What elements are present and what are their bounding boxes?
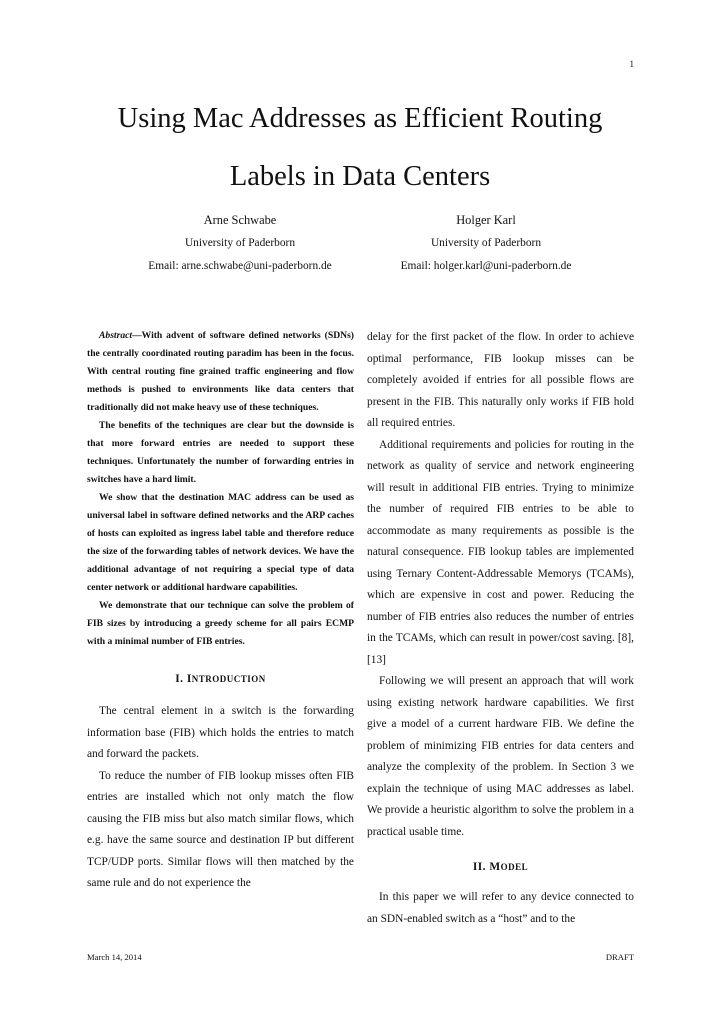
title-line-1: Using Mac Addresses as Efficient Routing (117, 103, 603, 134)
author-email: Email: holger.karl@uni-paderborn.de (400, 260, 572, 272)
author-name: Arne Schwabe (203, 213, 277, 227)
page-number: 1 (629, 59, 634, 69)
body-paragraph-continued: delay for the first packet of the flow. In order to achieve optimal performance, FIB lookup misses can be completely avoided if entries for all possible flows are present in the FIB. This naturally only works if FIB hold all required entries. (367, 331, 634, 429)
abstract (87, 327, 354, 651)
author-name: Holger Karl (456, 213, 516, 227)
right-column-body (367, 327, 634, 843)
author-email: Email: arne.schwabe@uni-paderborn.de (148, 260, 332, 272)
introduction-body (87, 701, 354, 895)
model-body (367, 887, 634, 930)
abstract-paragraph: Abstract—With advent of software defined networks (SDNs) the centrally coordinated routing paradim has been in the focus. With central routing fine grained traffic engineering and flow methods is pushed to environments like data centers that traditionally did not make heavy use of these techniques. (87, 330, 354, 413)
body-paragraph: Additional requirements and policies for routing in the network as quality of service and network engineering will result in additional FIB entries. Trying to minimize the number of required FIB entries to be able to accommodate as many requirements as possible is the natural consequence. FIB lookup tables are implemented using Ternary Content-Addressable Memorys (TCAMs), which are expensive in cost and power. Reducing the number of FIB entries also reduces the number of entries in the TCAMs, which can result in power/cost saving. [8], [13] (367, 438, 634, 666)
body-paragraph: In this paper we will refer to any device connected to an SDN-enabled switch as a “host” and to the (367, 891, 634, 925)
footer-date: March 14, 2014 (87, 952, 142, 962)
body-paragraph: To reduce the number of FIB lookup misses often FIB entries are installed which not only match the flow causing the FIB miss but also match similar flows, which e.g. have the same source and destination IP but different TCP/UDP ports. Similar flows will then matched by the same rule and do not experience the (87, 769, 354, 889)
abstract-paragraph: We demonstrate that our technique can solve the problem of FIB sizes by introducing a greedy scheme for all pairs ECMP with a minimal number of FIB entries. (87, 600, 354, 647)
right-column (367, 327, 634, 930)
section-heading-model: II. MODEL (472, 861, 529, 873)
author-affiliation: University of Paderborn (184, 237, 296, 249)
author-block-2 (336, 212, 636, 273)
abstract-paragraph: The benefits of the techniques are clear but the downside is that more forward entries are needed to support these techniques. Unfortunately the number of forwarding entries in switches have a hard limit. (87, 420, 354, 485)
body-paragraph: The central element in a switch is the forwarding information base (FIB) which holds the entries to match and forward the packets. (87, 705, 354, 760)
abstract-paragraph: We show that the destination MAC address can be used as universal label in software defined networks and the ARP caches of hosts can exploited as ingress label table and therefore reduce the size of the forwarding tables of network devices. We have the additional advantage of not requiring a special type of data center network or additional hardware capabilities. (87, 492, 354, 593)
footer-status: DRAFT (605, 952, 634, 962)
title-line-2: Labels in Data Centers (229, 161, 491, 192)
body-paragraph: Following we will present an approach that will work using existing network hardware capabilities. We first give a model of a current hardware FIB. We define the problem of minimizing FIB entries for data centers and analyze the complexity of the problem. In Section 3 we explain the technique of using MAC addresses as label. We provide a heuristic algorithm to solve the problem in a practical usable time. (367, 675, 634, 838)
author-affiliation: University of Paderborn (430, 237, 542, 249)
abstract-lead: Abstract (99, 330, 133, 341)
paper-title (0, 90, 720, 206)
left-column (87, 327, 354, 895)
section-heading-introduction: I. INTRODUCTION (175, 673, 266, 685)
